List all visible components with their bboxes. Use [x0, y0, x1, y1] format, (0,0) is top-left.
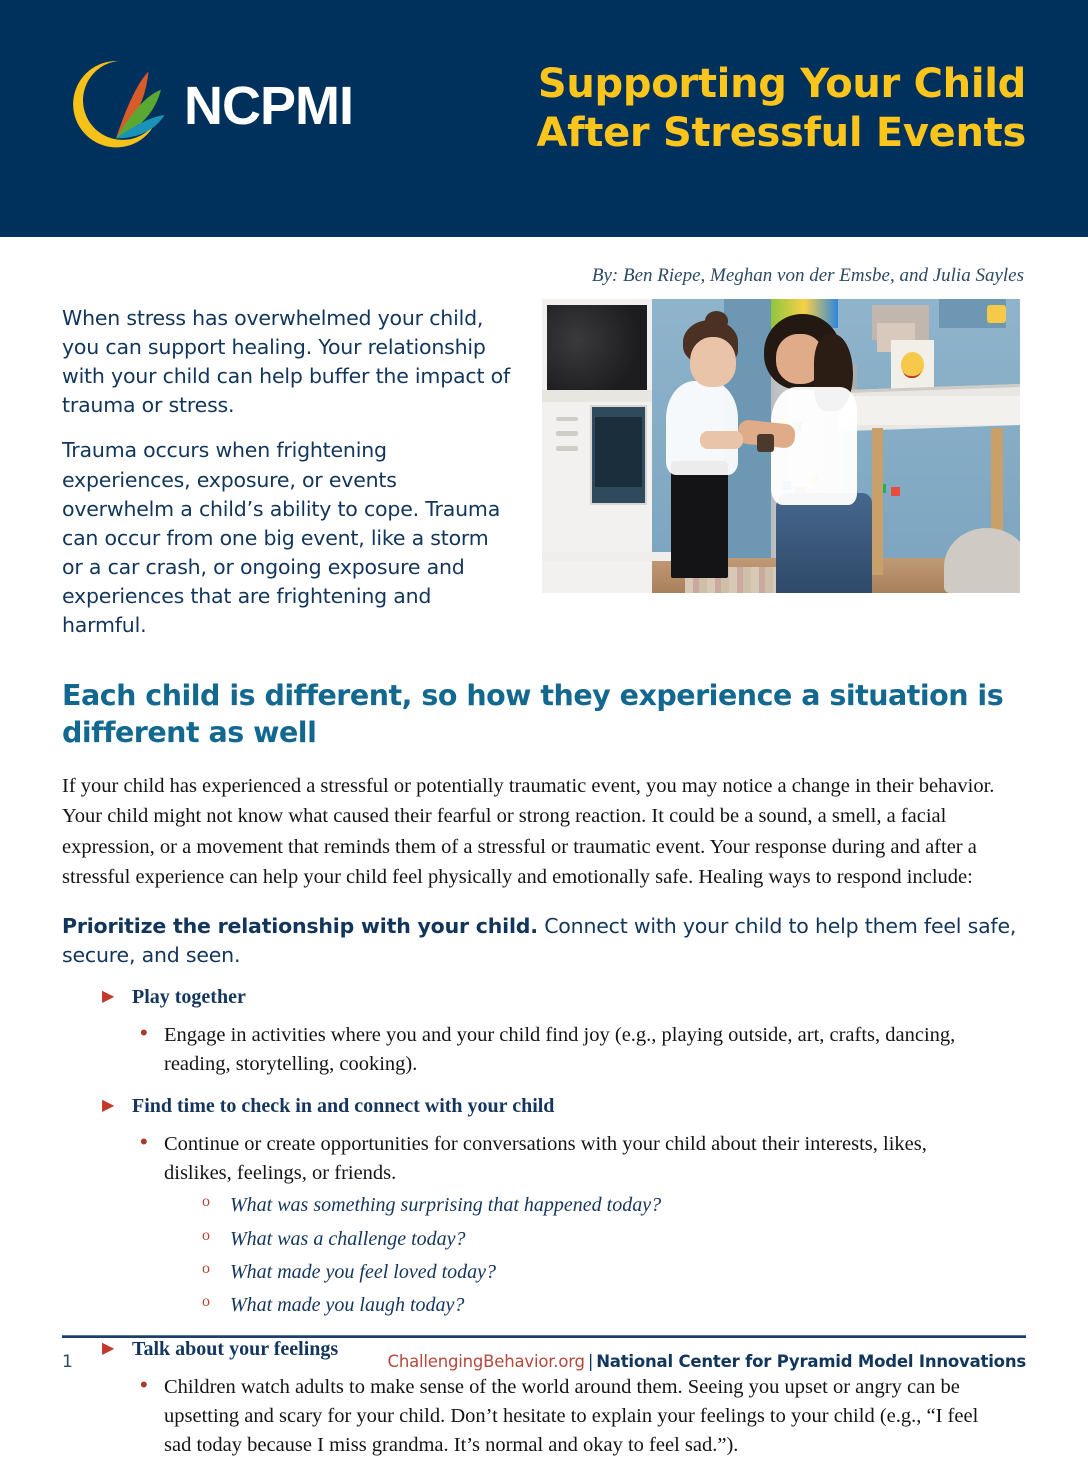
list-item-title: Talk about your feelings — [132, 1337, 339, 1360]
byline: By: Ben Riepe, Meghan von der Emsbe, and Julia Sayles — [591, 265, 1024, 286]
round-bullet-icon: • — [140, 1129, 148, 1155]
list-item — [62, 1021, 1026, 1079]
list-item — [62, 1223, 1026, 1255]
list-item-title: Play together — [132, 985, 246, 1008]
list-item — [62, 1256, 1026, 1288]
intro-text-column — [62, 299, 514, 640]
round-bullet-icon: • — [140, 1371, 148, 1397]
list-item-text: Continue or create opportunities for conversations with your child about their interests, likes, dislikes, feelings, or friends. — [164, 1133, 927, 1185]
page-title — [536, 60, 1026, 158]
page-body — [0, 265, 1088, 1460]
page-title-line1: Supporting Your Child — [537, 61, 1026, 107]
page-number: 1 — [62, 1352, 73, 1372]
ncpmi-logo — [62, 52, 353, 160]
circle-bullet-icon: o — [202, 1226, 210, 1244]
question-text: What was something surprising that happened today? — [230, 1194, 662, 1217]
ncpmi-swoosh-logo-icon — [62, 52, 170, 160]
list-item — [62, 1289, 1026, 1321]
circle-bullet-icon: o — [202, 1193, 210, 1211]
list-item — [62, 1092, 1026, 1120]
section-body-paragraph: If your child has experienced a stressful or potentially traumatic event, you may notice a change in their behavior. Your child might not know what caused their fearful or strong reaction. It could be a sound, a smell, a facial expression, or a movement that reminds them of a stressful or traumatic event. Your response during and after a stressful experience can help your child feel physically and emotionally safe. Healing ways to respond include: — [62, 775, 995, 889]
prioritize-lead-rest: Connect with your child to help them feel safe, secure, and seen. — [62, 914, 1017, 968]
page-footer — [62, 1335, 1026, 1372]
triangle-bullet-icon: ▶ — [102, 1339, 115, 1357]
circle-bullet-icon: o — [202, 1293, 210, 1311]
list-item — [62, 983, 1026, 1011]
section-heading: Each child is different, so how they experience a situation is different as well — [62, 679, 1004, 749]
list-item-text: Engage in activities where you and your child find joy (e.g., playing outside, art, crafts, dancing, reading, storytelling, cooking). — [164, 1023, 956, 1075]
intro-section — [62, 299, 1026, 640]
list-item — [62, 1130, 1026, 1188]
prioritize-lead — [62, 912, 1026, 969]
list-item — [62, 1373, 1026, 1460]
question-text: What made you laugh today? — [230, 1294, 465, 1317]
hero-photo — [542, 299, 1020, 593]
logo-wordmark: NCPMI — [184, 76, 353, 136]
intro-paragraph-2: Trauma occurs when frightening experiences, exposure, or events overwhelm a child’s ability to cope. Trauma can occur from one big event, like a storm or a car crash, or ongoing exposure and experiences that are frightening and harmful. — [62, 438, 501, 638]
website-link[interactable]: ChallengingBehavior.org — [387, 1352, 585, 1371]
list-item — [62, 1189, 1026, 1221]
triangle-bullet-icon: ▶ — [102, 987, 115, 1005]
footer-credit — [388, 1352, 1027, 1371]
round-bullet-icon: • — [140, 1019, 148, 1045]
intro-paragraph-1: When stress has overwhelmed your child, you can support healing. Your relationship with your child can help buffer the impact of trauma or stress. — [62, 306, 510, 418]
page-header — [0, 0, 1088, 237]
footer-separator: | — [587, 1352, 594, 1371]
circle-bullet-icon: o — [202, 1260, 210, 1278]
list-item-text: Children watch adults to make sense of the world around them. Seeing you upset or angry can be upsetting and scary for your child. Don’t hesitate to explain your feelings to your child (e.g., “I feel sad today because I miss grandma. It’s normal and okay to feel sad.”). — [164, 1375, 979, 1457]
question-text: What made you feel loved today? — [230, 1261, 497, 1284]
list-item-title: Find time to check in and connect with your child — [132, 1095, 555, 1118]
question-text: What was a challenge today? — [230, 1227, 466, 1250]
organization-name: National Center for Pyramid Model Innovations — [596, 1352, 1026, 1371]
triangle-bullet-icon: ▶ — [102, 1097, 115, 1115]
prioritize-lead-bold: Prioritize the relationship with your child. — [62, 914, 538, 939]
footer-row — [62, 1352, 1026, 1372]
footer-divider — [62, 1335, 1026, 1338]
page-title-line2: After Stressful Events — [536, 109, 1026, 156]
